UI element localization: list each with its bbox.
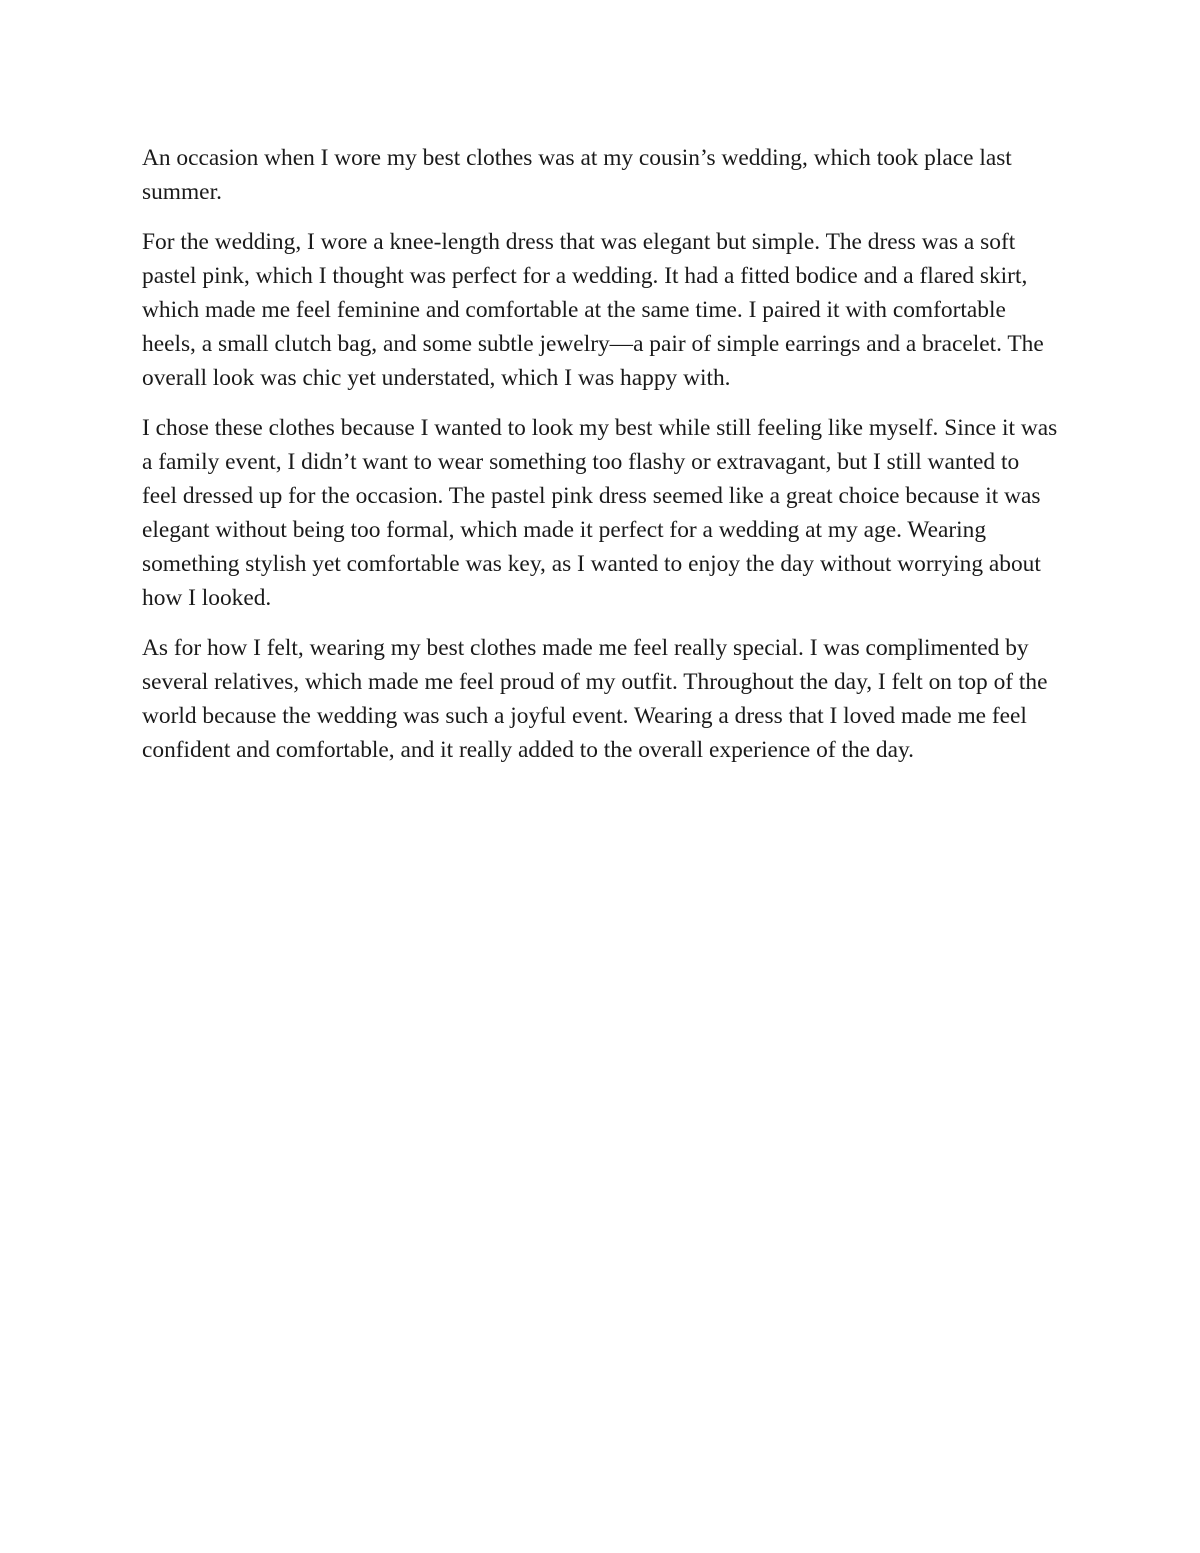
paragraph-4: As for how I felt, wearing my best clothes made me feel really special. I was complimented by several relatives, which made me feel proud of my outfit. Throughout the day, I felt on top of the world because the wedding was such a joyful event. Wearing a dress that I loved made me feel confident and comfortable, and it really added to the overall experience of the day.	[142, 635, 1048, 763]
paragraph-1: An occasion when I wore my best clothes was at my cousin’s wedding, which took place last summer.	[142, 145, 1012, 205]
document-body	[142, 141, 1060, 783]
paragraph-2: For the wedding, I wore a knee-length dress that was elegant but simple. The dress was a soft pastel pink, which I thought was perfect for a wedding. It had a fitted bodice and a flared skirt, which made me feel feminine and comfortable at the same time. I paired it with comfortable heels, a small clutch bag, and some subtle jewelry—a pair of simple earrings and a bracelet. The overall look was chic yet understated, which I was happy with.	[142, 229, 1044, 391]
paragraph-3: I chose these clothes because I wanted to look my best while still feeling like myself. Since it was a family event, I didn’t want to wear something too flashy or extravagant, but I still wanted to feel dressed up for the occasion. The pastel pink dress seemed like a great choice because it was elegant without being too formal, which made it perfect for a wedding at my age. Wearing something stylish yet comfortable was key, as I wanted to enjoy the day without worrying about how I looked.	[142, 415, 1058, 611]
